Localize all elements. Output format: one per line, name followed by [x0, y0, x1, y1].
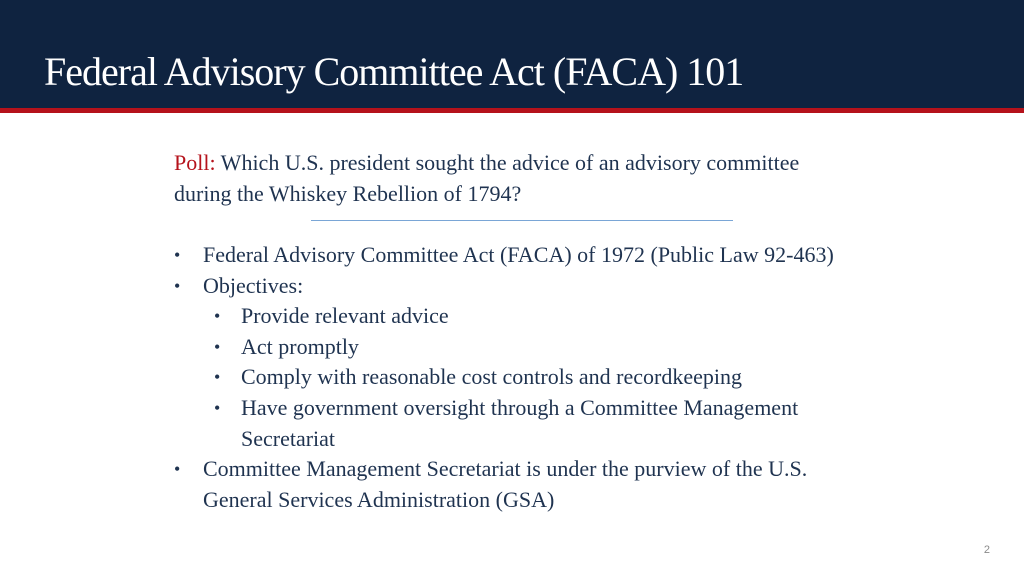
- bullet-text: Committee Management Secretariat is under the purview of the U.S. General Services Administration (GSA): [203, 456, 808, 512]
- bullet-icon: •: [214, 336, 221, 357]
- bullet-icon: •: [174, 275, 181, 296]
- bullet-icon: •: [214, 367, 221, 388]
- bullet-text: Comply with reasonable cost controls and recordkeeping: [241, 364, 742, 390]
- bullet-list: [174, 240, 864, 515]
- bullet-item: [174, 454, 864, 515]
- bullet-icon: •: [214, 397, 221, 418]
- sub-bullet-item: [174, 332, 864, 363]
- bullet-text: Act promptly: [241, 333, 359, 359]
- sub-bullet-item: [174, 362, 864, 393]
- bullet-text: Have government oversight through a Committee Management Secretariat: [241, 394, 799, 451]
- bullet-icon: •: [174, 459, 181, 480]
- poll-question: [174, 147, 814, 209]
- bullet-item: [174, 271, 864, 302]
- poll-label: Poll:: [174, 150, 216, 175]
- slide-title: Federal Advisory Committee Act (FACA) 101: [44, 49, 744, 94]
- title-accent-stripe: [0, 108, 1024, 113]
- divider-line: [311, 220, 733, 221]
- bullet-text: Objectives:: [203, 272, 304, 298]
- bullet-icon: •: [214, 306, 221, 327]
- bullet-item: [174, 240, 864, 271]
- poll-question-text: Which U.S. president sought the advice of an advisory committee during the Whiskey Rebellion of 1794?: [174, 150, 800, 206]
- bullet-text: Provide relevant advice: [241, 303, 449, 329]
- sub-bullet-item: [174, 301, 864, 332]
- bullet-text: Federal Advisory Committee Act (FACA) of 1972 (Public Law 92-463): [203, 242, 834, 267]
- sub-bullet-item: [174, 393, 864, 454]
- bullet-icon: •: [174, 245, 181, 265]
- page-number: 2: [983, 544, 990, 556]
